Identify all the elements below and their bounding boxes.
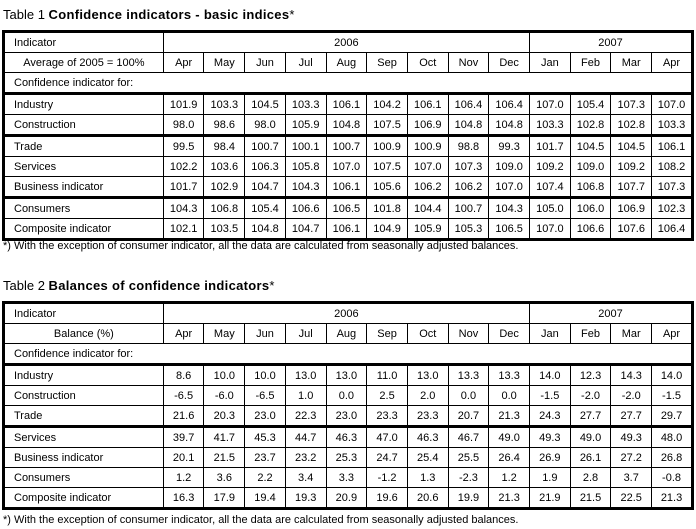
cell-value: 26.8 bbox=[652, 448, 693, 468]
table-row bbox=[4, 427, 693, 448]
cell-value: -2.0 bbox=[611, 386, 652, 406]
table1 bbox=[2, 30, 694, 241]
year-header-1: 2007 bbox=[530, 303, 693, 324]
cell-value: 100.7 bbox=[448, 198, 489, 219]
cell-value: 102.1 bbox=[163, 219, 204, 240]
cell-value: 2.8 bbox=[570, 468, 611, 488]
cell-value: 104.8 bbox=[245, 219, 286, 240]
cell-value: -6.5 bbox=[245, 386, 286, 406]
cell-value: 102.9 bbox=[204, 177, 245, 198]
row-label: Business indicator bbox=[4, 177, 164, 198]
cell-value: 107.5 bbox=[367, 115, 408, 136]
month-header-row bbox=[4, 53, 693, 73]
row-label: Services bbox=[4, 427, 164, 448]
cell-value: 104.9 bbox=[367, 219, 408, 240]
month-header: Jul bbox=[285, 53, 326, 73]
cell-value: 101.8 bbox=[367, 198, 408, 219]
cell-value: 106.8 bbox=[204, 198, 245, 219]
cell-value: 12.3 bbox=[570, 365, 611, 386]
table-row bbox=[4, 177, 693, 198]
cell-value: 98.4 bbox=[204, 136, 245, 157]
cell-value: 25.5 bbox=[448, 448, 489, 468]
cell-value: 106.6 bbox=[285, 198, 326, 219]
cell-value: 13.0 bbox=[407, 365, 448, 386]
cell-value: 21.3 bbox=[489, 406, 530, 427]
cell-value: 49.3 bbox=[530, 427, 571, 448]
cell-value: 106.2 bbox=[407, 177, 448, 198]
cell-value: 109.2 bbox=[611, 157, 652, 177]
cell-value: 102.3 bbox=[652, 198, 693, 219]
cell-value: 106.6 bbox=[570, 219, 611, 240]
cell-value: 24.7 bbox=[367, 448, 408, 468]
month-header: Apr bbox=[163, 324, 204, 344]
cell-value: -2.0 bbox=[570, 386, 611, 406]
cell-value: 105.8 bbox=[285, 157, 326, 177]
cell-value: -6.5 bbox=[163, 386, 204, 406]
cell-value: 13.3 bbox=[448, 365, 489, 386]
cell-value: 106.2 bbox=[448, 177, 489, 198]
cell-value: 19.4 bbox=[245, 488, 286, 509]
table2-title-bold: Balances of confidence indicators bbox=[48, 278, 270, 293]
cell-value: 25.4 bbox=[407, 448, 448, 468]
cell-value: 1.3 bbox=[407, 468, 448, 488]
cell-value: 14.3 bbox=[611, 365, 652, 386]
cell-value: 106.1 bbox=[407, 94, 448, 115]
year-header-row bbox=[4, 32, 693, 53]
row-label: Composite indicator bbox=[4, 219, 164, 240]
cell-value: 11.0 bbox=[367, 365, 408, 386]
cell-value: 107.0 bbox=[489, 177, 530, 198]
cell-value: 48.0 bbox=[652, 427, 693, 448]
cell-value: 104.7 bbox=[285, 219, 326, 240]
table-row bbox=[4, 488, 693, 509]
cell-value: 107.4 bbox=[530, 177, 571, 198]
cell-value: 104.5 bbox=[570, 136, 611, 157]
table-row bbox=[4, 406, 693, 427]
cell-value: 0.0 bbox=[448, 386, 489, 406]
month-header: Aug bbox=[326, 324, 367, 344]
cell-value: 103.3 bbox=[204, 94, 245, 115]
cell-value: 107.0 bbox=[530, 219, 571, 240]
cell-value: 10.0 bbox=[204, 365, 245, 386]
table-row bbox=[4, 198, 693, 219]
cell-value: 16.3 bbox=[163, 488, 204, 509]
cell-value: 10.0 bbox=[245, 365, 286, 386]
cell-value: 106.1 bbox=[326, 177, 367, 198]
cell-value: 106.1 bbox=[652, 136, 693, 157]
cell-value: 104.3 bbox=[489, 198, 530, 219]
cell-value: 21.5 bbox=[204, 448, 245, 468]
cell-value: 98.0 bbox=[245, 115, 286, 136]
indicator-header: Indicator bbox=[4, 32, 164, 53]
month-header: Jun bbox=[245, 53, 286, 73]
cell-value: 106.5 bbox=[489, 219, 530, 240]
cell-value: 1.2 bbox=[489, 468, 530, 488]
cell-value: 109.0 bbox=[489, 157, 530, 177]
cell-value: 27.7 bbox=[611, 406, 652, 427]
cell-value: 109.2 bbox=[530, 157, 571, 177]
year-header-row bbox=[4, 303, 693, 324]
cell-value: 3.7 bbox=[611, 468, 652, 488]
month-header: May bbox=[204, 324, 245, 344]
table2-title-suffix: * bbox=[269, 278, 275, 293]
cell-value: 26.9 bbox=[530, 448, 571, 468]
cell-value: 105.4 bbox=[245, 198, 286, 219]
cell-value: 104.8 bbox=[326, 115, 367, 136]
cell-value: 3.4 bbox=[285, 468, 326, 488]
cell-value: 107.5 bbox=[367, 157, 408, 177]
cell-value: 27.7 bbox=[570, 406, 611, 427]
cell-value: 0.0 bbox=[326, 386, 367, 406]
cell-value: 104.8 bbox=[489, 115, 530, 136]
cell-value: 25.3 bbox=[326, 448, 367, 468]
cell-value: 2.5 bbox=[367, 386, 408, 406]
month-header: Mar bbox=[611, 324, 652, 344]
month-header: Dec bbox=[489, 324, 530, 344]
cell-value: 20.9 bbox=[326, 488, 367, 509]
cell-value: 44.7 bbox=[285, 427, 326, 448]
cell-value: 27.2 bbox=[611, 448, 652, 468]
cell-value: 26.4 bbox=[489, 448, 530, 468]
table-row bbox=[4, 365, 693, 386]
cell-value: 22.5 bbox=[611, 488, 652, 509]
cell-value: 104.4 bbox=[407, 198, 448, 219]
cell-value: 100.7 bbox=[245, 136, 286, 157]
month-header: Apr bbox=[652, 53, 693, 73]
cell-value: 46.3 bbox=[407, 427, 448, 448]
section-row bbox=[4, 344, 693, 365]
cell-value: 8.6 bbox=[163, 365, 204, 386]
month-header: May bbox=[204, 53, 245, 73]
cell-value: 104.3 bbox=[163, 198, 204, 219]
cell-value: 102.8 bbox=[611, 115, 652, 136]
cell-value: 106.5 bbox=[326, 198, 367, 219]
cell-value: 106.3 bbox=[245, 157, 286, 177]
table2-title bbox=[3, 278, 274, 293]
cell-value: 104.3 bbox=[285, 177, 326, 198]
row-label: Construction bbox=[4, 115, 164, 136]
row-label: Consumers bbox=[4, 198, 164, 219]
table-row bbox=[4, 468, 693, 488]
cell-value: 106.9 bbox=[407, 115, 448, 136]
cell-value: 23.7 bbox=[245, 448, 286, 468]
table1-title-suffix: * bbox=[289, 7, 295, 22]
cell-value: 3.6 bbox=[204, 468, 245, 488]
month-header: Nov bbox=[448, 324, 489, 344]
cell-value: 24.3 bbox=[530, 406, 571, 427]
cell-value: 19.6 bbox=[367, 488, 408, 509]
cell-value: -0.8 bbox=[652, 468, 693, 488]
cell-value: -1.2 bbox=[367, 468, 408, 488]
cell-value: 104.2 bbox=[367, 94, 408, 115]
cell-value: 13.3 bbox=[489, 365, 530, 386]
month-header: Dec bbox=[489, 53, 530, 73]
cell-value: 39.7 bbox=[163, 427, 204, 448]
cell-value: 103.3 bbox=[652, 115, 693, 136]
table-row bbox=[4, 136, 693, 157]
cell-value: 100.9 bbox=[407, 136, 448, 157]
cell-value: 103.3 bbox=[285, 94, 326, 115]
cell-value: 109.0 bbox=[570, 157, 611, 177]
row-label: Consumers bbox=[4, 468, 164, 488]
cell-value: 20.6 bbox=[407, 488, 448, 509]
cell-value: 107.3 bbox=[611, 94, 652, 115]
cell-value: 41.7 bbox=[204, 427, 245, 448]
cell-value: 106.9 bbox=[611, 198, 652, 219]
cell-value: 104.5 bbox=[245, 94, 286, 115]
cell-value: 99.3 bbox=[489, 136, 530, 157]
month-header: Jan bbox=[530, 53, 571, 73]
month-header: Sep bbox=[367, 53, 408, 73]
month-header: Feb bbox=[570, 324, 611, 344]
cell-value: 100.9 bbox=[367, 136, 408, 157]
cell-value: 98.0 bbox=[163, 115, 204, 136]
table-row bbox=[4, 94, 693, 115]
cell-value: 101.7 bbox=[530, 136, 571, 157]
cell-value: 105.9 bbox=[407, 219, 448, 240]
cell-value: 23.2 bbox=[285, 448, 326, 468]
cell-value: 103.3 bbox=[530, 115, 571, 136]
cell-value: 14.0 bbox=[530, 365, 571, 386]
table1-title bbox=[3, 7, 294, 22]
cell-value: 107.7 bbox=[611, 177, 652, 198]
month-header: Feb bbox=[570, 53, 611, 73]
cell-value: 46.3 bbox=[326, 427, 367, 448]
cell-value: 107.0 bbox=[652, 94, 693, 115]
cell-value: 103.5 bbox=[204, 219, 245, 240]
month-header: Nov bbox=[448, 53, 489, 73]
cell-value: 2.0 bbox=[407, 386, 448, 406]
table-row bbox=[4, 219, 693, 240]
cell-value: 49.0 bbox=[489, 427, 530, 448]
cell-value: 102.2 bbox=[163, 157, 204, 177]
cell-value: 23.0 bbox=[326, 406, 367, 427]
table-row bbox=[4, 157, 693, 177]
row-label: Composite indicator bbox=[4, 488, 164, 509]
cell-value: 21.3 bbox=[652, 488, 693, 509]
month-header: Jun bbox=[245, 324, 286, 344]
cell-value: 26.1 bbox=[570, 448, 611, 468]
cell-value: 107.3 bbox=[448, 157, 489, 177]
row-label: Services bbox=[4, 157, 164, 177]
cell-value: 1.2 bbox=[163, 468, 204, 488]
cell-value: 104.5 bbox=[611, 136, 652, 157]
cell-value: 106.1 bbox=[326, 219, 367, 240]
cell-value: 22.3 bbox=[285, 406, 326, 427]
cell-value: 106.4 bbox=[448, 94, 489, 115]
cell-value: 21.9 bbox=[530, 488, 571, 509]
cell-value: 23.3 bbox=[407, 406, 448, 427]
month-header: Apr bbox=[163, 53, 204, 73]
row-label: Industry bbox=[4, 94, 164, 115]
row-label: Construction bbox=[4, 386, 164, 406]
year-header-0: 2006 bbox=[163, 303, 529, 324]
cell-value: 101.9 bbox=[163, 94, 204, 115]
unit-label: Balance (%) bbox=[4, 324, 164, 344]
cell-value: 103.6 bbox=[204, 157, 245, 177]
cell-value: 107.0 bbox=[326, 157, 367, 177]
cell-value: 19.3 bbox=[285, 488, 326, 509]
cell-value: 104.8 bbox=[448, 115, 489, 136]
month-header: Aug bbox=[326, 53, 367, 73]
cell-value: 104.7 bbox=[245, 177, 286, 198]
cell-value: 21.6 bbox=[163, 406, 204, 427]
cell-value: 105.6 bbox=[367, 177, 408, 198]
month-header-row bbox=[4, 324, 693, 344]
cell-value: 49.3 bbox=[611, 427, 652, 448]
unit-label: Average of 2005 = 100% bbox=[4, 53, 164, 73]
cell-value: 106.8 bbox=[570, 177, 611, 198]
section-label: Confidence indicator for: bbox=[4, 73, 693, 94]
cell-value: 20.3 bbox=[204, 406, 245, 427]
cell-value: 106.0 bbox=[570, 198, 611, 219]
cell-value: 108.2 bbox=[652, 157, 693, 177]
cell-value: 107.0 bbox=[407, 157, 448, 177]
cell-value: 23.3 bbox=[367, 406, 408, 427]
cell-value: -1.5 bbox=[530, 386, 571, 406]
month-header: Oct bbox=[407, 324, 448, 344]
table1-title-prefix: Table 1 bbox=[3, 7, 49, 22]
cell-value: 105.9 bbox=[285, 115, 326, 136]
cell-value: 1.9 bbox=[530, 468, 571, 488]
row-label: Trade bbox=[4, 136, 164, 157]
cell-value: 1.0 bbox=[285, 386, 326, 406]
cell-value: 98.6 bbox=[204, 115, 245, 136]
cell-value: 105.3 bbox=[448, 219, 489, 240]
table1-footnote: *) With the exception of consumer indicator, all the data are calculated from seasonally adjusted balances. bbox=[3, 240, 519, 252]
cell-value: 20.7 bbox=[448, 406, 489, 427]
row-label: Trade bbox=[4, 406, 164, 427]
table-row bbox=[4, 448, 693, 468]
cell-value: 0.0 bbox=[489, 386, 530, 406]
cell-value: 101.7 bbox=[163, 177, 204, 198]
cell-value: 3.3 bbox=[326, 468, 367, 488]
table1-title-bold: Confidence indicators - basic indices bbox=[48, 7, 290, 22]
indicator-header: Indicator bbox=[4, 303, 164, 324]
year-header-0: 2006 bbox=[163, 32, 529, 53]
cell-value: 45.3 bbox=[245, 427, 286, 448]
cell-value: 100.1 bbox=[285, 136, 326, 157]
cell-value: 47.0 bbox=[367, 427, 408, 448]
cell-value: 21.5 bbox=[570, 488, 611, 509]
cell-value: 106.1 bbox=[326, 94, 367, 115]
cell-value: 102.8 bbox=[570, 115, 611, 136]
row-label: Industry bbox=[4, 365, 164, 386]
cell-value: -2.3 bbox=[448, 468, 489, 488]
cell-value: 100.7 bbox=[326, 136, 367, 157]
table-row bbox=[4, 386, 693, 406]
cell-value: 14.0 bbox=[652, 365, 693, 386]
table2-title-prefix: Table 2 bbox=[3, 278, 49, 293]
month-header: Oct bbox=[407, 53, 448, 73]
table2-footnote: *) With the exception of consumer indicator, all the data are calculated from seasonally adjusted balances. bbox=[3, 514, 519, 526]
cell-value: 19.9 bbox=[448, 488, 489, 509]
cell-value: 23.0 bbox=[245, 406, 286, 427]
cell-value: 107.0 bbox=[530, 94, 571, 115]
cell-value: 107.3 bbox=[652, 177, 693, 198]
cell-value: 105.4 bbox=[570, 94, 611, 115]
cell-value: 17.9 bbox=[204, 488, 245, 509]
cell-value: 106.4 bbox=[489, 94, 530, 115]
month-header: Apr bbox=[652, 324, 693, 344]
cell-value: 20.1 bbox=[163, 448, 204, 468]
cell-value: 21.3 bbox=[489, 488, 530, 509]
month-header: Sep bbox=[367, 324, 408, 344]
cell-value: 99.5 bbox=[163, 136, 204, 157]
section-row bbox=[4, 73, 693, 94]
cell-value: 98.8 bbox=[448, 136, 489, 157]
year-header-1: 2007 bbox=[530, 32, 693, 53]
cell-value: -6.0 bbox=[204, 386, 245, 406]
cell-value: 13.0 bbox=[326, 365, 367, 386]
table2 bbox=[2, 301, 694, 510]
cell-value: 2.2 bbox=[245, 468, 286, 488]
cell-value: 106.4 bbox=[652, 219, 693, 240]
month-header: Mar bbox=[611, 53, 652, 73]
cell-value: 105.0 bbox=[530, 198, 571, 219]
month-header: Jan bbox=[530, 324, 571, 344]
cell-value: 49.0 bbox=[570, 427, 611, 448]
cell-value: 13.0 bbox=[285, 365, 326, 386]
table-row bbox=[4, 115, 693, 136]
row-label: Business indicator bbox=[4, 448, 164, 468]
month-header: Jul bbox=[285, 324, 326, 344]
cell-value: 29.7 bbox=[652, 406, 693, 427]
cell-value: 107.6 bbox=[611, 219, 652, 240]
cell-value: -1.5 bbox=[652, 386, 693, 406]
cell-value: 46.7 bbox=[448, 427, 489, 448]
section-label: Confidence indicator for: bbox=[4, 344, 693, 365]
